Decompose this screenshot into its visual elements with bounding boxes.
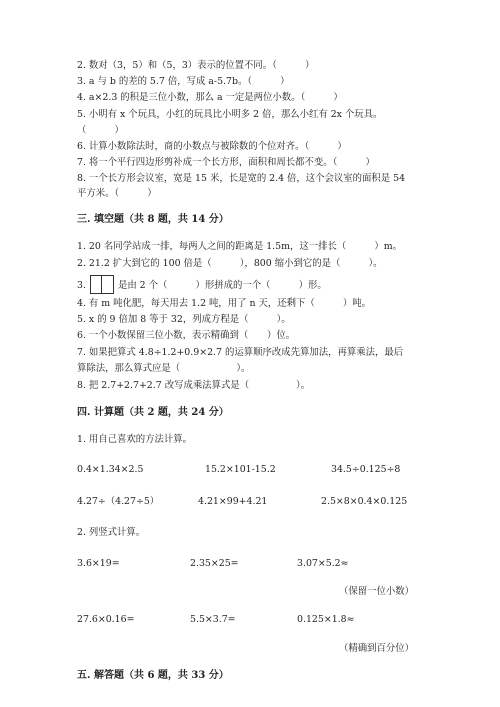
vertical-calc-expr: 3.6×19= <box>77 558 120 569</box>
fill-item-5: 5. x 的 9 倍加 8 等于 32，列成方程是（ ）。 <box>77 314 291 325</box>
fill-item-3-text: 是由 2 个（ ）形拼成的一个（ ）形。 <box>117 280 327 291</box>
calc-expr: 4.21×99+4.21 <box>198 496 268 507</box>
calc-expr: 0.4×1.34×2.5 <box>77 464 144 475</box>
vertical-calc-expr: 5.5×3.7= <box>190 614 236 625</box>
fill-item-7: 7. 如果把算式 4.8÷1.2+0.9×2.7 的运算顺序改成先算加法，再算乘法，最后 <box>77 347 404 358</box>
judge-item-5: 5. 小明有 x 个玩具，小红的玩具比小明多 2 倍，那么小红有 2x 个玩具。 <box>77 109 383 120</box>
calc-expr: 4.27÷（4.27÷5） <box>77 496 160 507</box>
judge-item-8-cont: 平方米。（ ） <box>77 188 157 199</box>
calc-subtitle-2: 2. 列竖式计算。 <box>77 527 146 538</box>
judge-item-3: 3. a 与 b 的差的 5.7 倍，写成 a-5.7b。（ ） <box>77 76 290 87</box>
fill-item-8: 8. 把 2.7+2.7+2.7 改写成乘法算式是（ ）。 <box>77 380 311 391</box>
calc-expr: 34.5÷0.125÷8 <box>331 464 401 475</box>
judge-item-4: 4. a×2.3 的积是三位小数，那么 a 一定是两位小数。（ ） <box>77 92 343 103</box>
two-rectangle-figure-icon <box>90 275 114 294</box>
judge-item-5-blank: （ ） <box>77 125 124 136</box>
fill-item-3-number: 3. <box>77 280 86 291</box>
judge-item-7: 7. 将一个平行四边形剪补成一个长方形，面积和周长都不变。（ ） <box>77 157 375 168</box>
judge-item-8: 8. 一个长方形会议室，宽是 15 米，长是宽的 2.4 倍，这个会议室的面积是 54 <box>77 173 406 184</box>
fill-item-6: 6. 一个小数保留三位小数，表示精确到（ ）位。 <box>77 330 296 341</box>
calc-subtitle-1: 1. 用自己喜欢的方法计算。 <box>77 434 193 445</box>
judge-item-2: 2. 数对（3，5）和（5，3）表示的位置不同。（ ） <box>77 60 315 71</box>
section-3-title: 三. 填空题（共 8 题，共 14 分） <box>77 214 229 225</box>
fill-item-4: 4. 有 m 吨化肥，每天用去 1.2 吨，用了 n 天，还剩下（ ）吨。 <box>77 298 372 309</box>
judge-item-6: 6. 计算小数除法时，商的小数点与被除数的个位对齐。（ ） <box>77 141 347 152</box>
round-note-2: （精确到百分位） <box>339 643 415 654</box>
fill-item-7-cont: 算除法，那么算式应是（ ）。 <box>77 363 251 374</box>
calc-expr: 15.2×101-15.2 <box>205 464 276 475</box>
fill-item-3 <box>77 276 327 295</box>
vertical-calc-expr: 0.125×1.8≈ <box>297 614 355 625</box>
section-4-title: 四. 计算题（共 2 题，共 24 分） <box>77 407 229 418</box>
vertical-calc-expr: 2.35×25= <box>190 558 239 569</box>
round-note-1: （保留一位小数） <box>339 586 415 597</box>
fill-item-1: 1. 20 名同学站成一排，每两人之间的距离是 1.5m，这一排长（ ）m。 <box>77 241 403 252</box>
calc-expr: 2.5×8×0.4×0.125 <box>321 496 408 507</box>
vertical-calc-expr: 27.6×0.16= <box>77 614 135 625</box>
vertical-calc-expr: 3.07×5.2≈ <box>297 558 349 569</box>
fill-item-2: 2. 21.2 扩大到它的 100 倍是（ ），800 缩小到它的是（ ）。 <box>77 258 383 269</box>
section-5-title: 五. 解答题（共 6 题，共 33 分） <box>77 670 229 681</box>
